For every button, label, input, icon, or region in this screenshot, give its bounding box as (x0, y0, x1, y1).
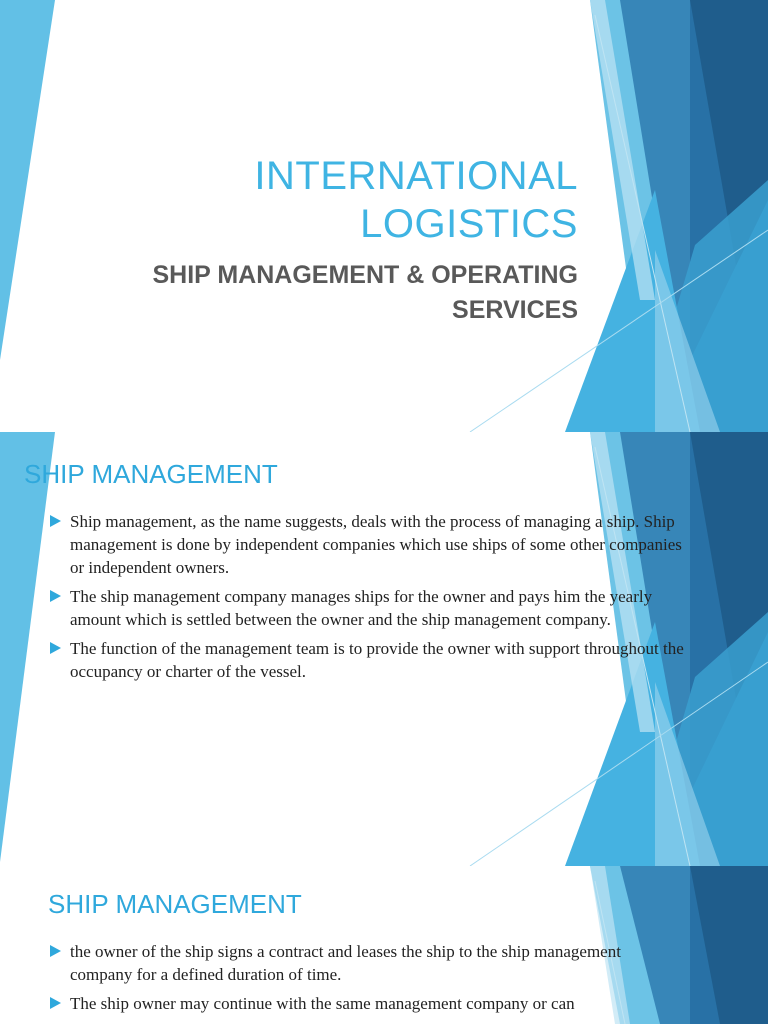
bullet-text: The ship owner may continue with the same management company or can (70, 994, 575, 1013)
bullet-list (48, 510, 688, 689)
content-slide-2 (0, 866, 768, 1024)
bullet-arrow-icon (50, 997, 61, 1009)
list-item (48, 585, 688, 631)
slide-heading: SHIP MANAGEMENT (48, 889, 302, 919)
subtitle-line-1: SHIP MANAGEMENT & OPERATING (152, 261, 578, 289)
title-slide (0, 0, 768, 432)
bullet-text: The function of the management team is to provide the owner with support throughout the occupancy or charter of the vessel. (70, 639, 684, 681)
list-item (48, 637, 688, 683)
content-slide-1 (0, 432, 768, 866)
bullet-text: Ship management, as the name suggests, deals with the process of managing a ship. Ship management is done by independent companies which use ships of some other companies or independent owners. (70, 512, 682, 577)
bullet-arrow-icon (50, 642, 61, 654)
slide-title (254, 152, 578, 248)
bullet-text: the owner of the ship signs a contract and leases the ship to the ship management company for a defined duration of time. (70, 942, 621, 984)
bullet-arrow-icon (50, 515, 61, 527)
bullet-arrow-icon (50, 945, 61, 957)
bullet-arrow-icon (50, 590, 61, 602)
title-line-2: LOGISTICS (360, 202, 578, 246)
bullet-list (48, 940, 648, 1021)
subtitle-line-2: SERVICES (452, 296, 578, 324)
slide-heading: SHIP MANAGEMENT (24, 459, 278, 489)
title-line-1: INTERNATIONAL (254, 154, 578, 198)
list-item (48, 940, 648, 986)
list-item (48, 992, 648, 1015)
bullet-text: The ship management company manages ships for the owner and pays him the yearly amount which is settled between the owner and the ship management company. (70, 587, 653, 629)
list-item (48, 510, 688, 579)
slide-subtitle (153, 258, 579, 328)
